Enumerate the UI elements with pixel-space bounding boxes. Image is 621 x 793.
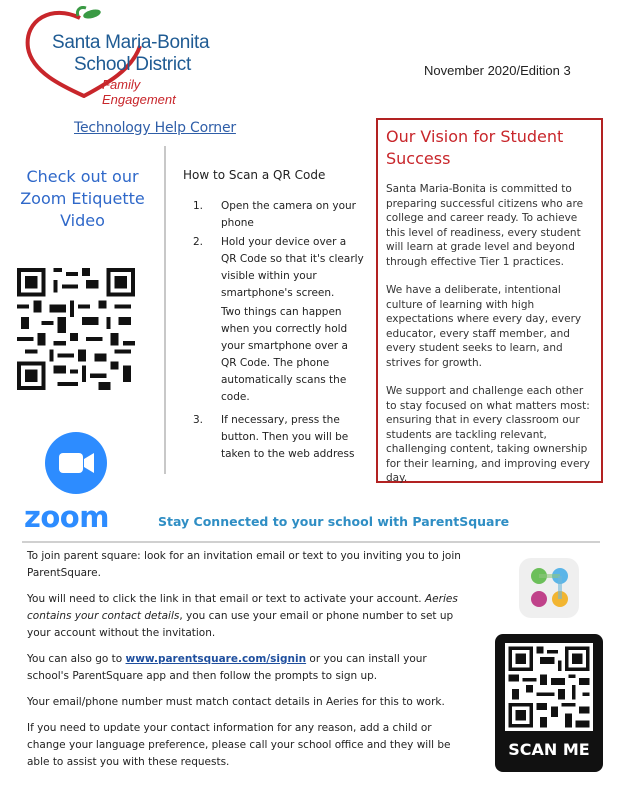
list-item <box>193 412 365 463</box>
zoom-camera-icon[interactable] <box>45 432 107 494</box>
zoom-etiquette-callout: Check out our Zoom Etiquette Video <box>20 167 145 230</box>
qr-code-icon <box>505 643 593 731</box>
list-item <box>193 198 365 232</box>
qr-code-icon <box>17 268 135 390</box>
vision-paragraph: Santa Maria-Bonita is committed to preparing successful citizens who are college and career ready. To achieve this level of readiness, every student will learn at grade level and beyond through effective Tier 1 practices. <box>386 183 584 268</box>
parentsquare-signin-link[interactable]: www.parentsquare.com/signin <box>125 653 307 665</box>
scan-me-card[interactable] <box>495 634 603 772</box>
parentsquare-app-icon[interactable] <box>519 558 579 618</box>
step-number: 3. <box>193 414 204 426</box>
parentsquare-title: Stay Connected to your school with ParentSquare <box>158 514 510 529</box>
parentsquare-paragraph: If you need to update your contact information for any reason, add a child or change your language preference, please call your school office and they will be able to assist you with these requests. <box>27 722 451 768</box>
text-span: or you can install your school's ParentSquare app and then follow the prompts to sign up. <box>27 653 427 682</box>
zoom-wordmark: zoom <box>24 500 109 534</box>
logo-text-line2: School District <box>74 54 191 75</box>
list-item <box>193 234 365 302</box>
parentsquare-qr-code-icon <box>505 643 593 731</box>
parentsquare-paragraph <box>27 591 467 642</box>
parentsquare-paragraph: To join parent square: look for an invitation email or text to you inviting you to join ParentSquare. <box>27 550 461 579</box>
step-text: Hold your device over a QR Code so that it's clearly visible within your smartphone's screen. <box>221 236 364 299</box>
text-span: You can also go to <box>27 653 126 665</box>
tech-corner-title[interactable]: Technology Help Corner <box>74 120 236 136</box>
step-text: Open the camera on your phone <box>221 200 356 229</box>
section-divider <box>22 541 600 543</box>
qr-howto-title: How to Scan a QR Code <box>183 168 326 182</box>
aeries-emphasis: Aeries contains your contact details <box>27 593 458 622</box>
vision-title: Our Vision for Student Success <box>386 127 564 168</box>
step-text: If necessary, press the button. Then you will be taken to the web address <box>221 414 355 460</box>
logo-text-line1: Santa Maria-Bonita <box>52 32 210 53</box>
zoom-video-qr-code-icon[interactable] <box>17 268 135 390</box>
edition-label: November 2020/Edition 3 <box>424 63 571 78</box>
text-span: You will need to click the link in that email or text to activate your account. <box>27 593 425 605</box>
parentsquare-body <box>27 548 467 780</box>
parentsquare-paragraph: Your email/phone number must match contact details in Aeries for this to work. <box>27 696 445 708</box>
vision-box <box>376 118 603 483</box>
logo-text-line3: Family Engagement <box>102 77 176 107</box>
qr-howto-steps <box>193 198 365 465</box>
column-divider <box>164 146 166 474</box>
step-number: 1. <box>193 200 204 212</box>
vision-paragraph: We have a deliberate, intentional culture of learning with high expectations where every day, every educator, every staff member, and every student seeks to learn, and strives for growth. <box>386 284 582 369</box>
step-text: Two things can happen when you correctly hold your smartphone over a QR Code. The phone automatically scans the code. <box>221 306 348 403</box>
text-span: , you can use your email or phone number to set up your account without the invitation. <box>27 610 454 639</box>
step-number: 2. <box>193 236 204 248</box>
parentsquare-paragraph <box>27 651 467 685</box>
scan-me-label: SCAN ME <box>508 740 590 759</box>
district-logo <box>22 6 212 107</box>
vision-paragraph: We support and challenge each other to stay focused on what matters most: ensuring that in every classroom our students are tackling relevant, challenging content, taking ownership for their learning, and improving every day. <box>386 385 590 484</box>
